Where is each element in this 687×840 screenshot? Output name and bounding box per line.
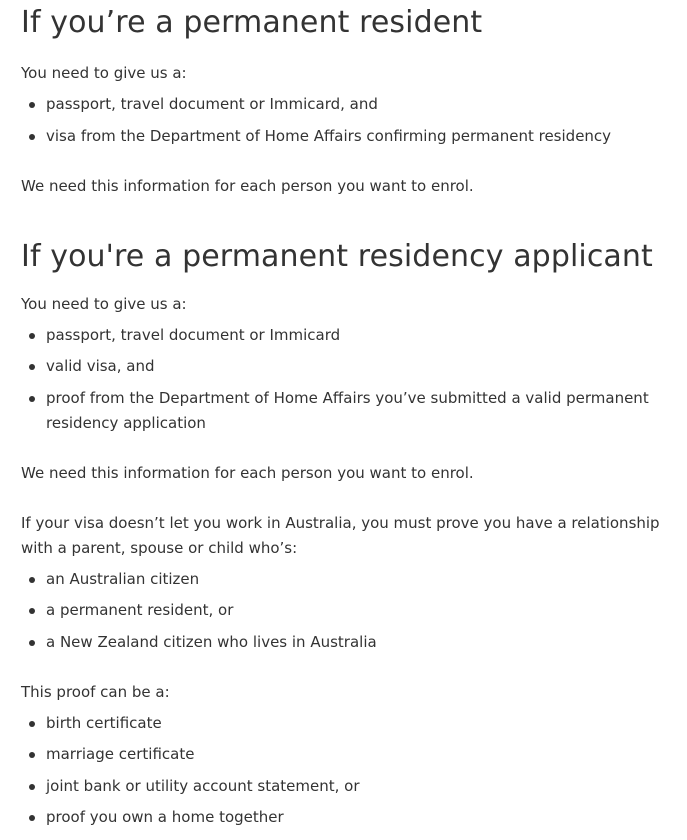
bullet-icon [29, 102, 35, 108]
bullet-icon [29, 577, 35, 583]
section-heading-permanent-resident: If you’re a permanent resident [21, 5, 483, 40]
bullet-icon [29, 134, 35, 140]
list-item: proof from the Department of Home Affairs you’ve submitted a valid permanent residency application [21, 386, 687, 436]
relationship-list [21, 567, 687, 655]
bullet-icon [29, 815, 35, 821]
content-area [21, 0, 687, 830]
document-list [21, 92, 687, 149]
list-item: a New Zealand citizen who lives in Australia [21, 630, 687, 655]
bullet-icon [29, 640, 35, 646]
list-item: a permanent resident, or [21, 598, 687, 623]
list-item: joint bank or utility account statement, or [21, 774, 687, 799]
bullet-icon [29, 396, 35, 402]
bullet-icon [29, 784, 35, 790]
list-item: visa from the Department of Home Affairs confirming permanent residency [21, 124, 687, 149]
bullet-icon [29, 752, 35, 758]
proof-intro: This proof can be a: [21, 682, 170, 701]
bullet-icon [29, 364, 35, 370]
bullet-icon [29, 333, 35, 339]
list-item: an Australian citizen [21, 567, 687, 592]
bullet-icon [29, 608, 35, 614]
list-item: proof you own a home together [21, 805, 687, 830]
list-item: passport, travel document or Immicard, and [21, 92, 687, 117]
section-heading-residency-applicant: If you're a permanent residency applicant [21, 238, 653, 274]
bullet-icon [29, 721, 35, 727]
section-note: We need this information for each person you want to enrol. [21, 176, 474, 195]
document-list [21, 323, 687, 436]
list-item: valid visa, and [21, 354, 687, 379]
list-item: birth certificate [21, 711, 687, 736]
section-intro: You need to give us a: [21, 64, 187, 82]
section-intro: You need to give us a: [21, 294, 187, 313]
list-item: marriage certificate [21, 742, 687, 767]
work-restriction-text: If your visa doesn’t let you work in Australia, you must prove you have a relationship with a parent, spouse or child who’s: [21, 513, 660, 557]
list-item: passport, travel document or Immicard [21, 323, 687, 348]
proof-list [21, 711, 687, 831]
section-note: We need this information for each person you want to enrol. [21, 463, 474, 482]
